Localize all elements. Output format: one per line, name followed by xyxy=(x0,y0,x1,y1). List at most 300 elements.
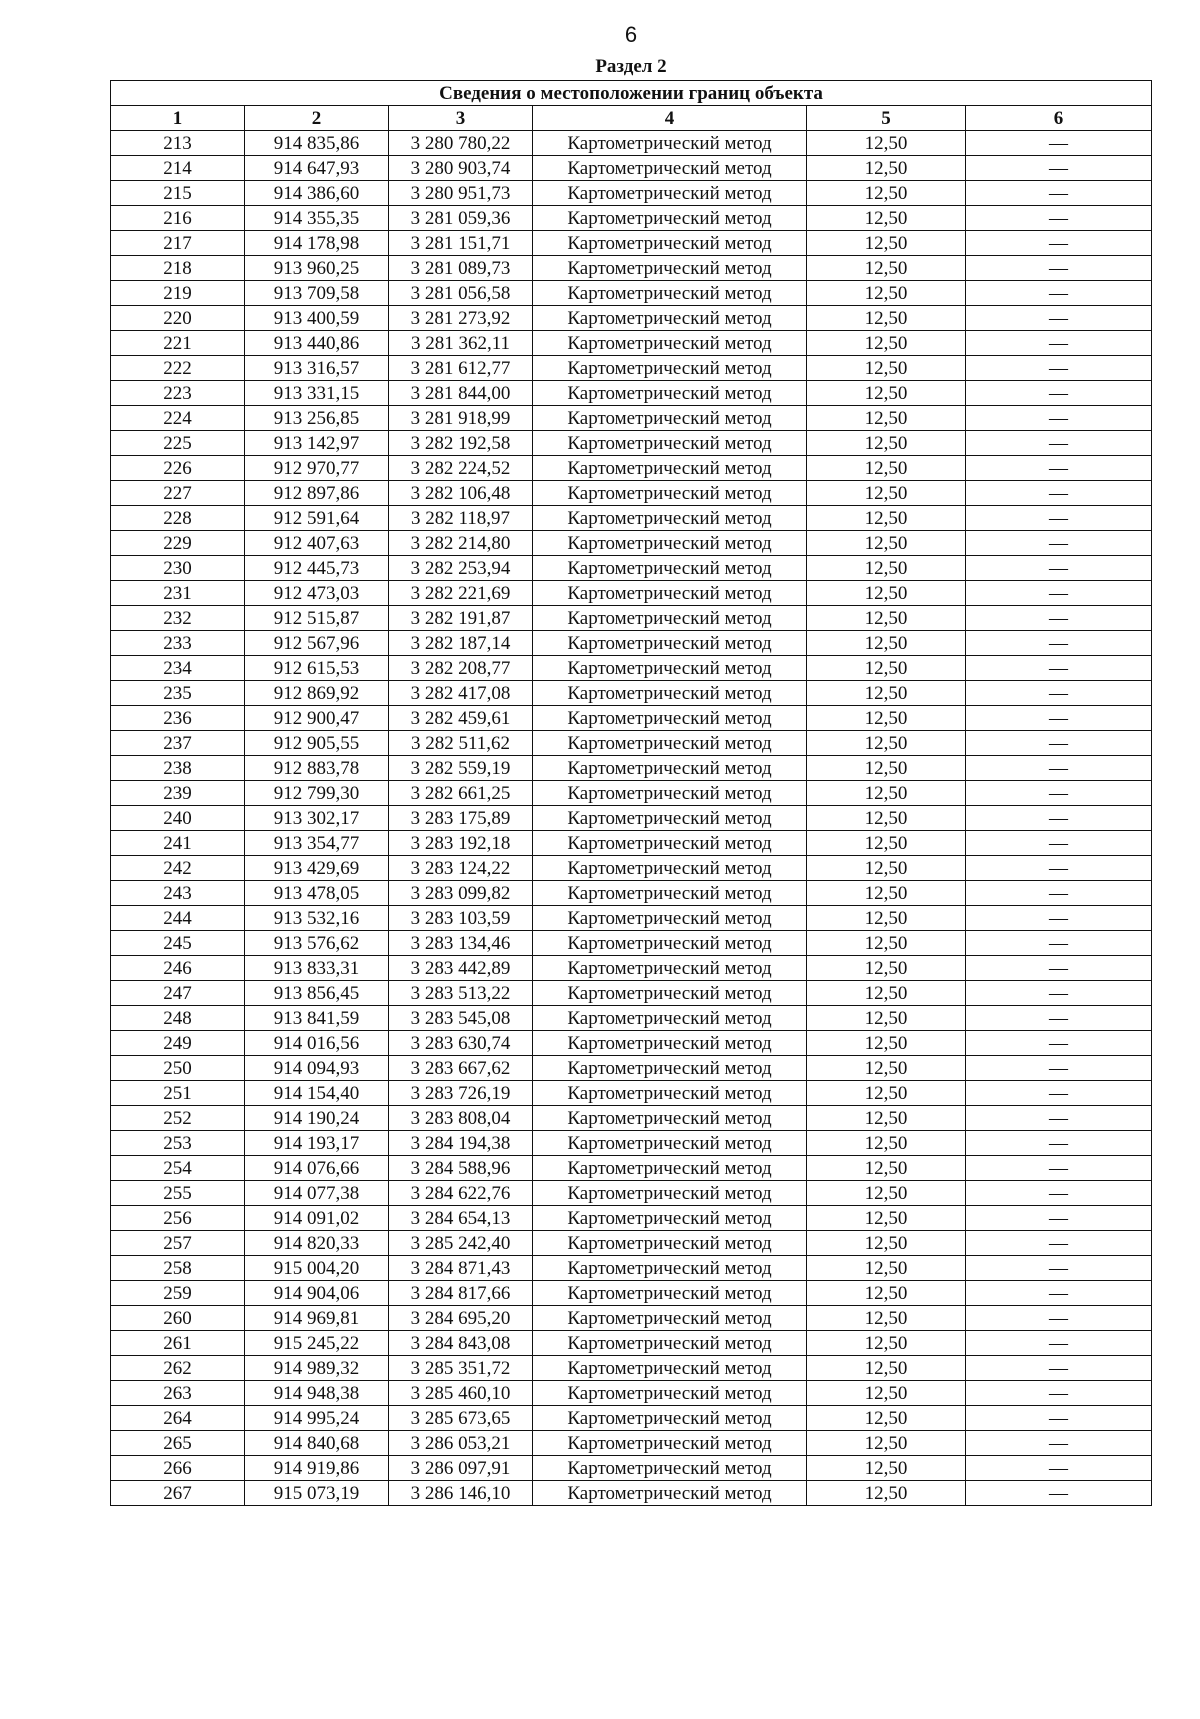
description-cell: — xyxy=(966,1181,1152,1206)
accuracy-cell: 12,50 xyxy=(807,1056,966,1081)
column-number: 5 xyxy=(807,106,966,131)
table-row xyxy=(111,931,1152,956)
point-number-cell: 221 xyxy=(111,331,245,356)
point-number-cell: 246 xyxy=(111,956,245,981)
accuracy-cell: 12,50 xyxy=(807,506,966,531)
y-coordinate-cell: 3 284 695,20 xyxy=(389,1306,533,1331)
x-coordinate-cell: 912 799,30 xyxy=(245,781,389,806)
description-cell: — xyxy=(966,1406,1152,1431)
point-number-cell: 264 xyxy=(111,1406,245,1431)
y-coordinate-cell: 3 284 622,76 xyxy=(389,1181,533,1206)
table-row xyxy=(111,1156,1152,1181)
method-cell: Картометрический метод xyxy=(533,256,807,281)
accuracy-cell: 12,50 xyxy=(807,681,966,706)
y-coordinate-cell: 3 282 511,62 xyxy=(389,731,533,756)
description-cell: — xyxy=(966,1256,1152,1281)
y-coordinate-cell: 3 286 053,21 xyxy=(389,1431,533,1456)
accuracy-cell: 12,50 xyxy=(807,981,966,1006)
table-row xyxy=(111,731,1152,756)
table-row xyxy=(111,406,1152,431)
method-cell: Картометрический метод xyxy=(533,306,807,331)
table-row xyxy=(111,681,1152,706)
description-cell: — xyxy=(966,456,1152,481)
point-number-cell: 228 xyxy=(111,506,245,531)
x-coordinate-cell: 914 077,38 xyxy=(245,1181,389,1206)
y-coordinate-cell: 3 282 221,69 xyxy=(389,581,533,606)
accuracy-cell: 12,50 xyxy=(807,931,966,956)
description-cell: — xyxy=(966,1081,1152,1106)
description-cell: — xyxy=(966,1106,1152,1131)
accuracy-cell: 12,50 xyxy=(807,131,966,156)
description-cell: — xyxy=(966,706,1152,731)
y-coordinate-cell: 3 280 780,22 xyxy=(389,131,533,156)
x-coordinate-cell: 913 142,97 xyxy=(245,431,389,456)
point-number-cell: 231 xyxy=(111,581,245,606)
column-number: 6 xyxy=(966,106,1152,131)
y-coordinate-cell: 3 282 417,08 xyxy=(389,681,533,706)
x-coordinate-cell: 913 576,62 xyxy=(245,931,389,956)
x-coordinate-cell: 913 709,58 xyxy=(245,281,389,306)
table-row xyxy=(111,281,1152,306)
point-number-cell: 219 xyxy=(111,281,245,306)
description-cell: — xyxy=(966,431,1152,456)
description-cell: — xyxy=(966,1156,1152,1181)
x-coordinate-cell: 914 386,60 xyxy=(245,181,389,206)
x-coordinate-cell: 913 833,31 xyxy=(245,956,389,981)
point-number-cell: 214 xyxy=(111,156,245,181)
y-coordinate-cell: 3 281 151,71 xyxy=(389,231,533,256)
description-cell: — xyxy=(966,256,1152,281)
y-coordinate-cell: 3 283 103,59 xyxy=(389,906,533,931)
table-row xyxy=(111,806,1152,831)
table-body xyxy=(111,131,1152,1506)
method-cell: Картометрический метод xyxy=(533,1231,807,1256)
accuracy-cell: 12,50 xyxy=(807,206,966,231)
y-coordinate-cell: 3 283 630,74 xyxy=(389,1031,533,1056)
x-coordinate-cell: 913 331,15 xyxy=(245,381,389,406)
y-coordinate-cell: 3 285 351,72 xyxy=(389,1356,533,1381)
table-row xyxy=(111,1331,1152,1356)
column-number-row xyxy=(111,106,1152,131)
y-coordinate-cell: 3 282 224,52 xyxy=(389,456,533,481)
x-coordinate-cell: 912 615,53 xyxy=(245,656,389,681)
accuracy-cell: 12,50 xyxy=(807,1031,966,1056)
x-coordinate-cell: 914 989,32 xyxy=(245,1356,389,1381)
x-coordinate-cell: 913 440,86 xyxy=(245,331,389,356)
table-row xyxy=(111,1206,1152,1231)
table-row xyxy=(111,331,1152,356)
accuracy-cell: 12,50 xyxy=(807,381,966,406)
description-cell: — xyxy=(966,681,1152,706)
description-cell: — xyxy=(966,206,1152,231)
x-coordinate-cell: 915 073,19 xyxy=(245,1481,389,1506)
x-coordinate-cell: 913 429,69 xyxy=(245,856,389,881)
table-row xyxy=(111,831,1152,856)
description-cell: — xyxy=(966,1231,1152,1256)
x-coordinate-cell: 912 883,78 xyxy=(245,756,389,781)
y-coordinate-cell: 3 282 214,80 xyxy=(389,531,533,556)
y-coordinate-cell: 3 281 844,00 xyxy=(389,381,533,406)
table-row xyxy=(111,981,1152,1006)
table-row xyxy=(111,1281,1152,1306)
y-coordinate-cell: 3 284 843,08 xyxy=(389,1331,533,1356)
point-number-cell: 251 xyxy=(111,1081,245,1106)
method-cell: Картометрический метод xyxy=(533,1206,807,1231)
y-coordinate-cell: 3 282 661,25 xyxy=(389,781,533,806)
method-cell: Картометрический метод xyxy=(533,1281,807,1306)
method-cell: Картометрический метод xyxy=(533,1181,807,1206)
y-coordinate-cell: 3 284 817,66 xyxy=(389,1281,533,1306)
table-row xyxy=(111,606,1152,631)
page-number: 6 xyxy=(624,22,638,47)
x-coordinate-cell: 912 900,47 xyxy=(245,706,389,731)
accuracy-cell: 12,50 xyxy=(807,806,966,831)
description-cell: — xyxy=(966,231,1152,256)
point-number-cell: 265 xyxy=(111,1431,245,1456)
method-cell: Картометрический метод xyxy=(533,356,807,381)
accuracy-cell: 12,50 xyxy=(807,1106,966,1131)
y-coordinate-cell: 3 285 242,40 xyxy=(389,1231,533,1256)
y-coordinate-cell: 3 283 099,82 xyxy=(389,881,533,906)
method-cell: Картометрический метод xyxy=(533,456,807,481)
x-coordinate-cell: 914 969,81 xyxy=(245,1306,389,1331)
description-cell: — xyxy=(966,656,1152,681)
table-row xyxy=(111,781,1152,806)
method-cell: Картометрический метод xyxy=(533,331,807,356)
point-number-cell: 240 xyxy=(111,806,245,831)
table-row xyxy=(111,1431,1152,1456)
accuracy-cell: 12,50 xyxy=(807,1381,966,1406)
x-coordinate-cell: 914 094,93 xyxy=(245,1056,389,1081)
table-row xyxy=(111,231,1152,256)
description-cell: — xyxy=(966,1206,1152,1231)
y-coordinate-cell: 3 282 106,48 xyxy=(389,481,533,506)
accuracy-cell: 12,50 xyxy=(807,181,966,206)
description-cell: — xyxy=(966,781,1152,806)
method-cell: Картометрический метод xyxy=(533,1131,807,1156)
table-caption-row xyxy=(111,81,1152,106)
table-row xyxy=(111,1181,1152,1206)
table-row xyxy=(111,1306,1152,1331)
description-cell: — xyxy=(966,1056,1152,1081)
column-number: 4 xyxy=(533,106,807,131)
accuracy-cell: 12,50 xyxy=(807,531,966,556)
section-title: Раздел 2 xyxy=(595,56,667,77)
accuracy-cell: 12,50 xyxy=(807,231,966,256)
accuracy-cell: 12,50 xyxy=(807,1206,966,1231)
column-number: 1 xyxy=(111,106,245,131)
y-coordinate-cell: 3 282 208,77 xyxy=(389,656,533,681)
point-number-cell: 241 xyxy=(111,831,245,856)
x-coordinate-cell: 914 190,24 xyxy=(245,1106,389,1131)
method-cell: Картометрический метод xyxy=(533,406,807,431)
table-row xyxy=(111,706,1152,731)
method-cell: Картометрический метод xyxy=(533,381,807,406)
x-coordinate-cell: 914 820,33 xyxy=(245,1231,389,1256)
x-coordinate-cell: 913 256,85 xyxy=(245,406,389,431)
x-coordinate-cell: 914 904,06 xyxy=(245,1281,389,1306)
accuracy-cell: 12,50 xyxy=(807,256,966,281)
x-coordinate-cell: 914 355,35 xyxy=(245,206,389,231)
x-coordinate-cell: 912 445,73 xyxy=(245,556,389,581)
accuracy-cell: 12,50 xyxy=(807,831,966,856)
x-coordinate-cell: 914 919,86 xyxy=(245,1456,389,1481)
x-coordinate-cell: 912 869,92 xyxy=(245,681,389,706)
method-cell: Картометрический метод xyxy=(533,831,807,856)
x-coordinate-cell: 914 154,40 xyxy=(245,1081,389,1106)
description-cell: — xyxy=(966,631,1152,656)
description-cell: — xyxy=(966,731,1152,756)
x-coordinate-cell: 914 193,17 xyxy=(245,1131,389,1156)
description-cell: — xyxy=(966,1131,1152,1156)
point-number-cell: 223 xyxy=(111,381,245,406)
point-number-cell: 218 xyxy=(111,256,245,281)
accuracy-cell: 12,50 xyxy=(807,1481,966,1506)
y-coordinate-cell: 3 283 134,46 xyxy=(389,931,533,956)
method-cell: Картометрический метод xyxy=(533,856,807,881)
point-number-cell: 266 xyxy=(111,1456,245,1481)
table-row xyxy=(111,1481,1152,1506)
accuracy-cell: 12,50 xyxy=(807,481,966,506)
table-row xyxy=(111,1131,1152,1156)
method-cell: Картометрический метод xyxy=(533,1456,807,1481)
table-row xyxy=(111,756,1152,781)
point-number-cell: 243 xyxy=(111,881,245,906)
accuracy-cell: 12,50 xyxy=(807,1406,966,1431)
method-cell: Картометрический метод xyxy=(533,731,807,756)
y-coordinate-cell: 3 283 124,22 xyxy=(389,856,533,881)
table-caption: Сведения о местоположении границ объекта xyxy=(111,81,1152,106)
method-cell: Картометрический метод xyxy=(533,281,807,306)
x-coordinate-cell: 913 400,59 xyxy=(245,306,389,331)
accuracy-cell: 12,50 xyxy=(807,1156,966,1181)
y-coordinate-cell: 3 282 192,58 xyxy=(389,431,533,456)
y-coordinate-cell: 3 280 903,74 xyxy=(389,156,533,181)
table-row xyxy=(111,456,1152,481)
x-coordinate-cell: 914 835,86 xyxy=(245,131,389,156)
x-coordinate-cell: 913 856,45 xyxy=(245,981,389,1006)
description-cell: — xyxy=(966,931,1152,956)
table-row xyxy=(111,356,1152,381)
table-row xyxy=(111,631,1152,656)
table-row xyxy=(111,1456,1152,1481)
description-cell: — xyxy=(966,1306,1152,1331)
point-number-cell: 257 xyxy=(111,1231,245,1256)
table-row xyxy=(111,556,1152,581)
method-cell: Картометрический метод xyxy=(533,806,807,831)
point-number-cell: 213 xyxy=(111,131,245,156)
description-cell: — xyxy=(966,606,1152,631)
y-coordinate-cell: 3 284 194,38 xyxy=(389,1131,533,1156)
table-row xyxy=(111,656,1152,681)
accuracy-cell: 12,50 xyxy=(807,1306,966,1331)
accuracy-cell: 12,50 xyxy=(807,631,966,656)
description-cell: — xyxy=(966,1456,1152,1481)
description-cell: — xyxy=(966,356,1152,381)
y-coordinate-cell: 3 282 253,94 xyxy=(389,556,533,581)
method-cell: Картометрический метод xyxy=(533,1306,807,1331)
table-row xyxy=(111,881,1152,906)
method-cell: Картометрический метод xyxy=(533,1256,807,1281)
description-cell: — xyxy=(966,281,1152,306)
accuracy-cell: 12,50 xyxy=(807,781,966,806)
method-cell: Картометрический метод xyxy=(533,681,807,706)
x-coordinate-cell: 912 407,63 xyxy=(245,531,389,556)
table-row xyxy=(111,856,1152,881)
method-cell: Картометрический метод xyxy=(533,531,807,556)
method-cell: Картометрический метод xyxy=(533,756,807,781)
table-row xyxy=(111,506,1152,531)
x-coordinate-cell: 914 840,68 xyxy=(245,1431,389,1456)
point-number-cell: 237 xyxy=(111,731,245,756)
accuracy-cell: 12,50 xyxy=(807,331,966,356)
table-row xyxy=(111,256,1152,281)
x-coordinate-cell: 914 948,38 xyxy=(245,1381,389,1406)
table-row xyxy=(111,531,1152,556)
x-coordinate-cell: 914 091,02 xyxy=(245,1206,389,1231)
accuracy-cell: 12,50 xyxy=(807,731,966,756)
point-number-cell: 236 xyxy=(111,706,245,731)
description-cell: — xyxy=(966,1431,1152,1456)
accuracy-cell: 12,50 xyxy=(807,756,966,781)
description-cell: — xyxy=(966,806,1152,831)
y-coordinate-cell: 3 283 726,19 xyxy=(389,1081,533,1106)
accuracy-cell: 12,50 xyxy=(807,1331,966,1356)
method-cell: Картометрический метод xyxy=(533,706,807,731)
method-cell: Картометрический метод xyxy=(533,1331,807,1356)
method-cell: Картометрический метод xyxy=(533,956,807,981)
point-number-cell: 232 xyxy=(111,606,245,631)
table-row xyxy=(111,431,1152,456)
x-coordinate-cell: 912 970,77 xyxy=(245,456,389,481)
y-coordinate-cell: 3 282 559,19 xyxy=(389,756,533,781)
description-cell: — xyxy=(966,1006,1152,1031)
description-cell: — xyxy=(966,131,1152,156)
method-cell: Картометрический метод xyxy=(533,1106,807,1131)
table-row xyxy=(111,1356,1152,1381)
method-cell: Картометрический метод xyxy=(533,1156,807,1181)
point-number-cell: 260 xyxy=(111,1306,245,1331)
point-number-cell: 217 xyxy=(111,231,245,256)
table-row xyxy=(111,1106,1152,1131)
point-number-cell: 233 xyxy=(111,631,245,656)
point-number-cell: 253 xyxy=(111,1131,245,1156)
method-cell: Картометрический метод xyxy=(533,506,807,531)
description-cell: — xyxy=(966,481,1152,506)
point-number-cell: 254 xyxy=(111,1156,245,1181)
method-cell: Картометрический метод xyxy=(533,1431,807,1456)
table-row xyxy=(111,156,1152,181)
y-coordinate-cell: 3 281 918,99 xyxy=(389,406,533,431)
accuracy-cell: 12,50 xyxy=(807,881,966,906)
accuracy-cell: 12,50 xyxy=(807,281,966,306)
x-coordinate-cell: 914 647,93 xyxy=(245,156,389,181)
table-row xyxy=(111,481,1152,506)
accuracy-cell: 12,50 xyxy=(807,156,966,181)
y-coordinate-cell: 3 283 513,22 xyxy=(389,981,533,1006)
y-coordinate-cell: 3 281 059,36 xyxy=(389,206,533,231)
point-number-cell: 235 xyxy=(111,681,245,706)
method-cell: Картометрический метод xyxy=(533,1381,807,1406)
point-number-cell: 226 xyxy=(111,456,245,481)
description-cell: — xyxy=(966,556,1152,581)
description-cell: — xyxy=(966,406,1152,431)
column-number: 2 xyxy=(245,106,389,131)
accuracy-cell: 12,50 xyxy=(807,556,966,581)
table-row xyxy=(111,306,1152,331)
accuracy-cell: 12,50 xyxy=(807,1356,966,1381)
method-cell: Картометрический метод xyxy=(533,981,807,1006)
y-coordinate-cell: 3 281 612,77 xyxy=(389,356,533,381)
description-cell: — xyxy=(966,181,1152,206)
x-coordinate-cell: 912 897,86 xyxy=(245,481,389,506)
point-number-cell: 242 xyxy=(111,856,245,881)
accuracy-cell: 12,50 xyxy=(807,1081,966,1106)
x-coordinate-cell: 913 302,17 xyxy=(245,806,389,831)
accuracy-cell: 12,50 xyxy=(807,1231,966,1256)
method-cell: Картометрический метод xyxy=(533,631,807,656)
point-number-cell: 267 xyxy=(111,1481,245,1506)
table-row xyxy=(111,1056,1152,1081)
table-row xyxy=(111,1381,1152,1406)
y-coordinate-cell: 3 281 056,58 xyxy=(389,281,533,306)
x-coordinate-cell: 914 016,56 xyxy=(245,1031,389,1056)
method-cell: Картометрический метод xyxy=(533,431,807,456)
point-number-cell: 227 xyxy=(111,481,245,506)
table-row xyxy=(111,956,1152,981)
point-number-cell: 250 xyxy=(111,1056,245,1081)
x-coordinate-cell: 914 995,24 xyxy=(245,1406,389,1431)
method-cell: Картометрический метод xyxy=(533,556,807,581)
x-coordinate-cell: 913 532,16 xyxy=(245,906,389,931)
description-cell: — xyxy=(966,1331,1152,1356)
x-coordinate-cell: 912 591,64 xyxy=(245,506,389,531)
y-coordinate-cell: 3 284 588,96 xyxy=(389,1156,533,1181)
point-number-cell: 222 xyxy=(111,356,245,381)
accuracy-cell: 12,50 xyxy=(807,706,966,731)
table-row xyxy=(111,1031,1152,1056)
y-coordinate-cell: 3 286 146,10 xyxy=(389,1481,533,1506)
y-coordinate-cell: 3 283 175,89 xyxy=(389,806,533,831)
method-cell: Картометрический метод xyxy=(533,1031,807,1056)
y-coordinate-cell: 3 281 362,11 xyxy=(389,331,533,356)
x-coordinate-cell: 912 473,03 xyxy=(245,581,389,606)
table-row xyxy=(111,206,1152,231)
point-number-cell: 220 xyxy=(111,306,245,331)
point-number-cell: 216 xyxy=(111,206,245,231)
table-row xyxy=(111,906,1152,931)
method-cell: Картометрический метод xyxy=(533,1056,807,1081)
description-cell: — xyxy=(966,506,1152,531)
description-cell: — xyxy=(966,331,1152,356)
method-cell: Картометрический метод xyxy=(533,206,807,231)
method-cell: Картометрический метод xyxy=(533,906,807,931)
point-number-cell: 259 xyxy=(111,1281,245,1306)
point-number-cell: 245 xyxy=(111,931,245,956)
x-coordinate-cell: 912 905,55 xyxy=(245,731,389,756)
x-coordinate-cell: 914 178,98 xyxy=(245,231,389,256)
y-coordinate-cell: 3 286 097,91 xyxy=(389,1456,533,1481)
description-cell: — xyxy=(966,531,1152,556)
description-cell: — xyxy=(966,1381,1152,1406)
point-number-cell: 261 xyxy=(111,1331,245,1356)
method-cell: Картометрический метод xyxy=(533,481,807,506)
description-cell: — xyxy=(966,756,1152,781)
y-coordinate-cell: 3 281 089,73 xyxy=(389,256,533,281)
point-number-cell: 244 xyxy=(111,906,245,931)
accuracy-cell: 12,50 xyxy=(807,456,966,481)
point-number-cell: 239 xyxy=(111,781,245,806)
